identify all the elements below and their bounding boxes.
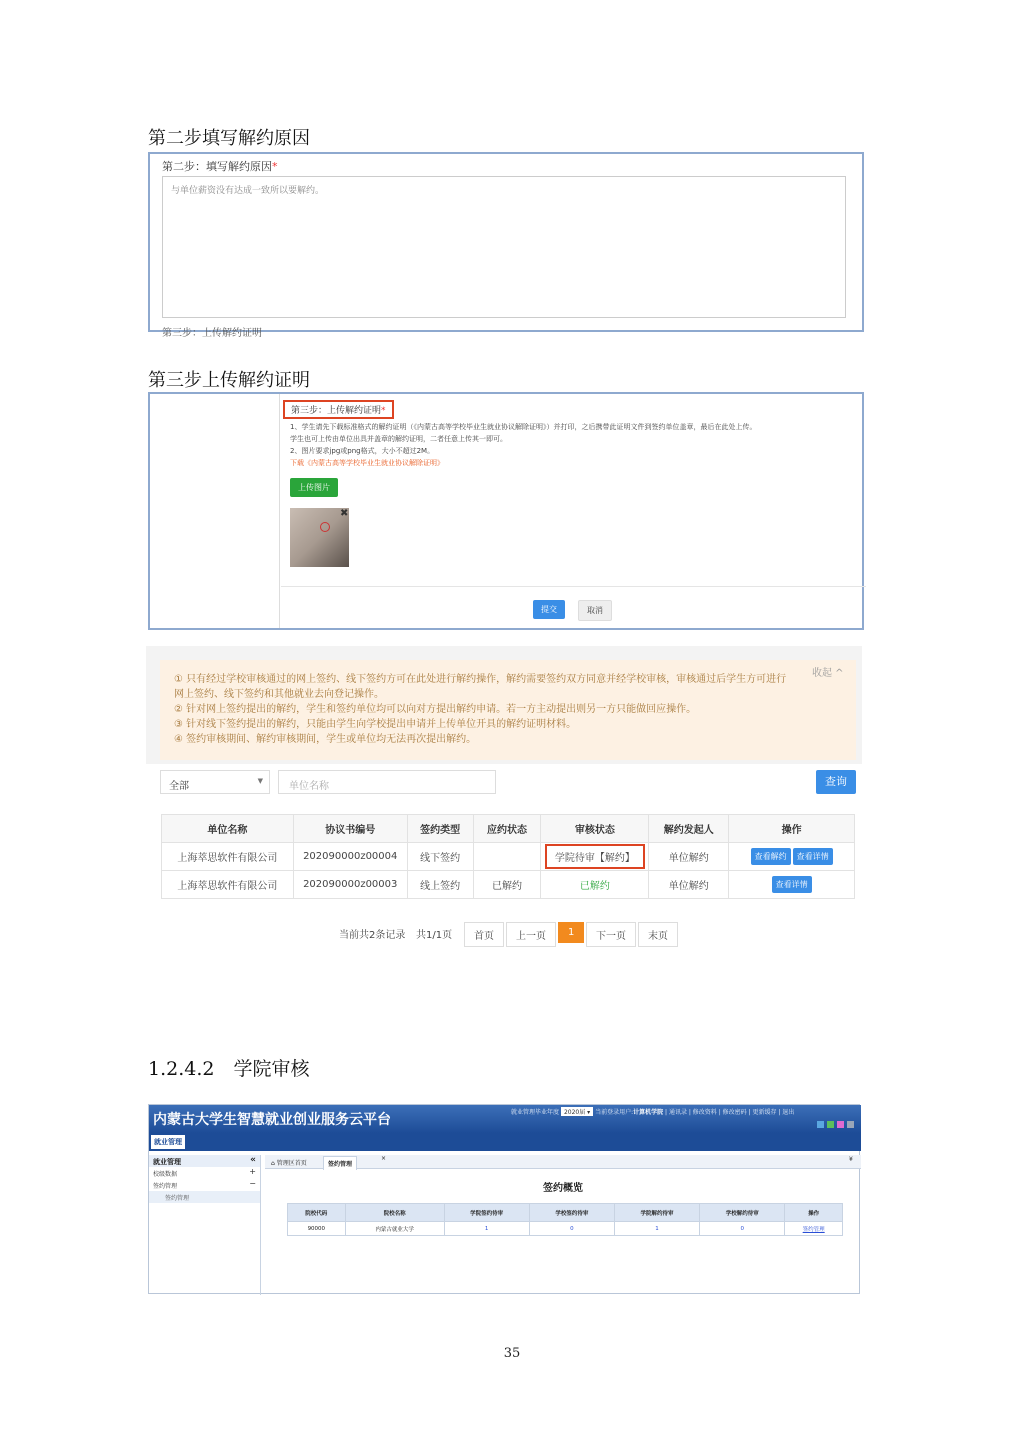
platform-navbar xyxy=(149,1133,861,1151)
user-name: 计算机学院 xyxy=(633,1109,664,1116)
last-page-button[interactable]: 末页 xyxy=(638,922,678,947)
cell-response: 已解约 xyxy=(473,871,541,899)
sidebar xyxy=(149,1155,261,1295)
cell-sign-type: 线下签约 xyxy=(407,843,473,871)
notice-line: 网上签约、线下签约和其他就业去向登记操作。 xyxy=(174,689,384,700)
column-header: 应约状态 xyxy=(473,815,541,843)
notice-line: ② 针对网上签约提出的解约，学生和签约单位均可以向对方提出解约申请。若一方主动提出则另一方只能做回应操作。 xyxy=(174,704,697,715)
cell-school-code: 90000 xyxy=(288,1222,346,1236)
column-header: 学校签约待审 xyxy=(529,1204,614,1222)
cell-school-sign-pending[interactable]: 0 xyxy=(529,1222,614,1236)
current-page-button[interactable]: 1 xyxy=(558,922,584,943)
cell-initiator: 单位解约 xyxy=(649,843,729,871)
tab-bar xyxy=(265,1155,861,1169)
sidebar-item-school-data[interactable]: 校级数据 + xyxy=(153,1167,256,1178)
cell-college-sign-pending[interactable]: 1 xyxy=(444,1222,529,1236)
cell-response xyxy=(473,843,541,871)
total-records: 当前共2条记录 xyxy=(339,930,406,941)
tab-sign-management[interactable]: 签约管理 xyxy=(323,1156,357,1170)
view-termination-button[interactable]: 查看解约 xyxy=(751,848,791,865)
cell-school-name: 内蒙古就业大学 xyxy=(345,1222,444,1236)
heading-step3: 第三步上传解约证明 xyxy=(148,370,310,391)
remove-image-icon[interactable]: ✖ xyxy=(340,508,349,519)
cell-school-termination-pending[interactable]: 0 xyxy=(700,1222,785,1236)
column-header: 院校名称 xyxy=(345,1204,444,1222)
table-row xyxy=(162,843,855,871)
instruction-line-3: 2、图片要求jpg或png格式，大小不超过2M。 xyxy=(290,447,435,455)
view-details-button[interactable]: 查看详情 xyxy=(772,876,812,893)
tabs-menu-icon[interactable]: ¥ xyxy=(849,1156,853,1163)
column-header: 单位名称 xyxy=(162,815,294,843)
tab-home[interactable]: ⌂ 管理区首页 xyxy=(271,1160,307,1167)
termination-table xyxy=(161,814,855,899)
chevron-down-icon: ▼ xyxy=(257,777,263,785)
column-header: 协议书编号 xyxy=(293,815,407,843)
step3-cutoff-label: 第三步：上传解约证明 xyxy=(162,328,262,339)
audit-status-text: 已解约 xyxy=(579,881,610,892)
sidebar-item-sign-management[interactable]: 签约管理 − xyxy=(153,1179,256,1190)
column-header: 签约类型 xyxy=(407,815,473,843)
instruction-line-2: 学生也可上传由单位出具并盖章的解约证明，二者任意上传其一即可。 xyxy=(290,435,507,443)
first-page-button[interactable]: 首页 xyxy=(464,922,504,947)
year-select[interactable]: 2020届 ▾ xyxy=(561,1107,593,1116)
step2-form-title: 第二步：填写解约原因* xyxy=(162,160,278,173)
cell-unit: 上海萃思软件有限公司 xyxy=(162,871,294,899)
nav-employment-management[interactable]: 就业管理 xyxy=(151,1135,185,1149)
cell-actions xyxy=(729,871,855,899)
notice-line: ① 只有经过学校审核通过的网上签约、线下签约方可在此处进行解约操作，解约需要签约双方同意并经学校审核，审核通过后学生方可进行 xyxy=(174,674,787,685)
termination-list-screenshot xyxy=(146,646,862,994)
theme-swatch-icon[interactable] xyxy=(837,1121,844,1128)
step3-screenshot xyxy=(148,392,864,630)
year-label: 就业管理毕业年度 xyxy=(511,1109,560,1116)
notice-box xyxy=(160,660,856,760)
cell-agreement-no: 202090000z00004 xyxy=(293,843,407,871)
step2-screenshot xyxy=(148,152,864,339)
overview-table xyxy=(287,1203,843,1236)
cell-sign-type: 线上签约 xyxy=(407,871,473,899)
column-header: 审核状态 xyxy=(541,815,649,843)
heading-step2: 第二步填写解约原因 xyxy=(148,128,310,149)
next-page-button[interactable]: 下一页 xyxy=(586,922,636,947)
collapse-icon[interactable]: − xyxy=(249,1179,256,1188)
cell-actions xyxy=(729,843,855,871)
platform-header xyxy=(149,1105,861,1133)
expand-icon[interactable]: + xyxy=(249,1167,256,1176)
list-main xyxy=(146,764,862,994)
theme-swatch-icon[interactable] xyxy=(847,1121,854,1128)
collapse-notice-button[interactable]: 收起 ^ xyxy=(812,668,844,679)
submit-button[interactable]: 提交 xyxy=(533,600,565,619)
column-header: 学院签约待审 xyxy=(444,1204,529,1222)
cell-unit: 上海萃思软件有限公司 xyxy=(162,843,294,871)
table-header-row xyxy=(288,1204,843,1222)
cell-audit xyxy=(541,871,649,899)
unit-name-search-input[interactable]: 单位名称 xyxy=(278,770,496,794)
cancel-button[interactable]: 取消 xyxy=(578,600,612,621)
audit-status-badge: 学院待审【解约】 xyxy=(545,844,645,869)
filter-select[interactable]: 全部 ▼ xyxy=(160,770,270,794)
platform-title: 内蒙古大学生智慧就业创业服务云平台 xyxy=(153,1112,391,1128)
instruction-line-1: 1、学生请先下载标准格式的解约证明（《内蒙古高等学校毕业生就业协议解除证明》）并打印，之后携带此证明文件到签约单位盖章，最后在此处上传。 xyxy=(290,423,757,431)
table-row xyxy=(288,1222,843,1236)
column-header: 操作 xyxy=(729,815,855,843)
column-header: 解约发起人 xyxy=(649,815,729,843)
query-button[interactable]: 查询 xyxy=(816,770,856,794)
prev-page-button[interactable]: 上一页 xyxy=(506,922,556,947)
notice-line: ④ 签约审核期间、解约审核期间，学生或单位均无法再次提出解约。 xyxy=(174,734,477,745)
view-details-button[interactable]: 查看详情 xyxy=(793,848,833,865)
download-line: 下载《内蒙古高等学校毕业生就业协议解除证明》 xyxy=(290,459,444,467)
column-header: 院校代码 xyxy=(288,1204,346,1222)
cell-agreement-no: 202090000z00003 xyxy=(293,871,407,899)
column-header: 学校解约待审 xyxy=(700,1204,785,1222)
upload-image-button[interactable]: 上传图片 xyxy=(290,478,338,497)
top-user-bar xyxy=(511,1107,794,1116)
form-label-column xyxy=(150,394,280,628)
sidebar-header: 就业管理 « xyxy=(149,1155,260,1167)
sign-management-link[interactable]: 签约管理 xyxy=(785,1222,843,1236)
column-header: 操作 xyxy=(785,1204,843,1222)
collapse-sidebar-icon[interactable]: « xyxy=(250,1155,256,1165)
table-row xyxy=(162,871,855,899)
download-link[interactable]: 《内蒙古高等学校毕业生就业协议解除证明》 xyxy=(304,459,444,467)
cell-initiator: 单位解约 xyxy=(649,871,729,899)
theme-swatch-icon[interactable] xyxy=(817,1121,824,1128)
cell-college-termination-pending[interactable]: 1 xyxy=(614,1222,699,1236)
overview-title: 签约概览 xyxy=(543,1183,583,1194)
top-links[interactable]: | 通讯录 | 修改资料 | 修改密码 | 更新缓存 | 退出 xyxy=(665,1109,795,1116)
theme-swatch-icon[interactable] xyxy=(827,1121,834,1128)
user-label: 当前登录用户: xyxy=(595,1109,634,1116)
column-header: 学院解约待审 xyxy=(614,1204,699,1222)
section-heading: 1.2.4.2 学院审核 xyxy=(148,1058,310,1080)
sidebar-subitem-sign-management[interactable]: 签约管理 xyxy=(149,1191,260,1203)
notice-line: ③ 针对线下签约提出的解约，只能由学生向学校提出申请并上传单位开具的解约证明材料。 xyxy=(174,719,577,730)
page-number: 35 xyxy=(503,1346,521,1361)
step3-form-title: 第三步：上传解约证明* xyxy=(283,400,394,419)
reason-textarea[interactable]: 与单位薪资没有达成一致所以要解约。 xyxy=(162,176,846,318)
form-footer-divider xyxy=(281,586,866,587)
table-header-row xyxy=(162,815,855,843)
cell-audit xyxy=(541,843,649,871)
close-tab-icon[interactable]: × xyxy=(381,1155,387,1162)
platform-screenshot xyxy=(148,1104,860,1294)
page-count: 共1/1页 xyxy=(416,930,453,941)
